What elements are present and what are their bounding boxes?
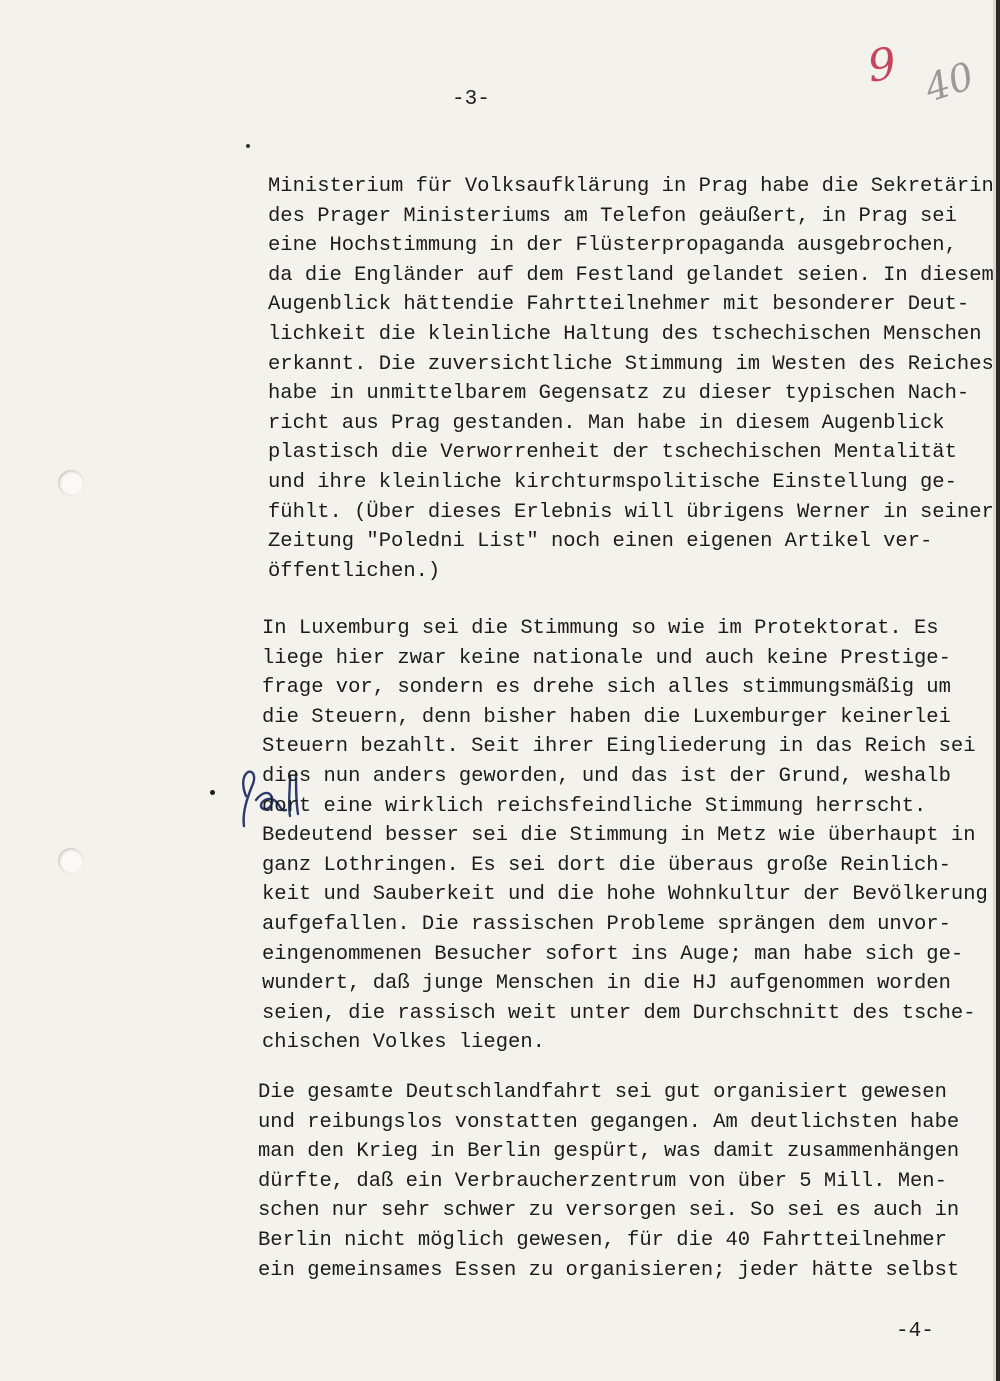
text-line: schen nur sehr schwer zu versorgen sei. So sei es auch in	[258, 1199, 960, 1223]
text-line: chischen Volkes liegen.	[262, 1031, 545, 1055]
text-line: Bedeutend besser sei die Stimmung in Metz wie überhaupt in	[262, 824, 976, 848]
text-line: dort eine wirklich reichsfeindliche Stimmung herrscht.	[262, 794, 927, 818]
text-line: plastisch die Verworrenheit der tschechischen Mentalität	[268, 441, 957, 465]
punch-hole-top	[58, 470, 84, 496]
text-line: und ihre kleinliche kirchturmspolitische Einstellung ge-	[268, 470, 957, 494]
text-line: Ministerium für Volksaufklärung in Prag habe die Sekretärin	[268, 175, 994, 198]
text-line: eingenommenen Besucher sofort ins Auge; man habe sich ge-	[262, 942, 964, 966]
text-line: öffentlichen.)	[268, 559, 441, 583]
punch-hole-bottom	[58, 848, 84, 874]
text-line: frage vor, sondern es drehe sich alles stimmungsmäßig um	[262, 676, 951, 700]
text-line: des Prager Ministeriums am Telefon geäußert, in Prag sei	[268, 204, 957, 228]
paragraph-1	[268, 172, 1000, 586]
text-line: man den Krieg in Berlin gespürt, was damit zusammenhängen	[258, 1140, 960, 1164]
text-line: da die Engländer auf dem Festland gelandet seien. In diesem	[268, 263, 994, 287]
text-line: wundert, daß junge Menschen in die HJ aufgenommen worden	[262, 972, 951, 996]
text-line: Augenblick hättendie Fahrtteilnehmer mit besonderer Deut-	[268, 293, 970, 317]
page-edge	[996, 0, 1000, 1381]
text-line: dürfte, daß ein Verbraucherzentrum von über 5 Mill. Men-	[258, 1169, 947, 1193]
paragraph-3	[258, 1078, 1000, 1285]
text-line: dies nun anders geworden, und das ist der Grund, weshalb	[262, 764, 951, 788]
text-line: die Steuern, denn bisher haben die Luxemburger keinerlei	[262, 705, 951, 729]
text-line: fühlt. (Über dieses Erlebnis will übrigens Werner in seiner	[268, 500, 994, 524]
text-line: aufgefallen. Die rassischen Probleme sprängen dem unvor-	[262, 912, 951, 936]
text-line: richt aus Prag gestanden. Man habe in diesem Augenblick	[268, 411, 945, 435]
text-line: Steuern bezahlt. Seit ihrer Eingliederung in das Reich sei	[262, 735, 976, 759]
page-number-bottom: -4-	[896, 1320, 934, 1343]
text-line: eine Hochstimmung in der Flüsterpropaganda ausgebrochen,	[268, 234, 957, 258]
text-line: ein gemeinsames Essen zu organisieren; jeder hätte selbst	[258, 1258, 960, 1282]
text-line: Die gesamte Deutschlandfahrt sei gut organisiert gewesen	[258, 1081, 947, 1104]
text-line: ganz Lothringen. Es sei dort die überaus große Reinlich-	[262, 853, 951, 877]
text-line: liege hier zwar keine nationale und auch keine Prestige-	[262, 646, 951, 670]
text-line: und reibungslos vonstatten gegangen. Am deutlichsten habe	[258, 1110, 960, 1134]
text-line: seien, die rassisch weit unter dem Durchschnitt des tsche-	[262, 1001, 976, 1025]
text-line: In Luxemburg sei die Stimmung so wie im Protektorat. Es	[262, 617, 939, 640]
text-line: Zeitung "Poledni List" noch einen eigenen Artikel ver-	[268, 530, 933, 554]
text-line: habe in unmittelbarem Gegensatz zu dieser typischen Nach-	[268, 382, 970, 406]
text-line: lichkeit die kleinliche Haltung des tschechischen Menschen	[268, 322, 982, 346]
page-number-top: -3-	[452, 88, 490, 111]
text-line: Berlin nicht möglich gewesen, für die 40 Fahrtteilnehmer	[258, 1228, 947, 1252]
ink-dot	[246, 144, 250, 148]
text-line: erkannt. Die zuversichtliche Stimmung im Westen des Reiches	[268, 352, 994, 376]
paragraph-2	[262, 614, 1000, 1058]
archive-number-red: 9	[864, 38, 900, 93]
margin-dot	[210, 790, 215, 795]
text-line: keit und Sauberkeit und die hohe Wohnkultur der Bevölkerung	[262, 883, 988, 907]
pencil-annotation: 40	[919, 53, 979, 111]
